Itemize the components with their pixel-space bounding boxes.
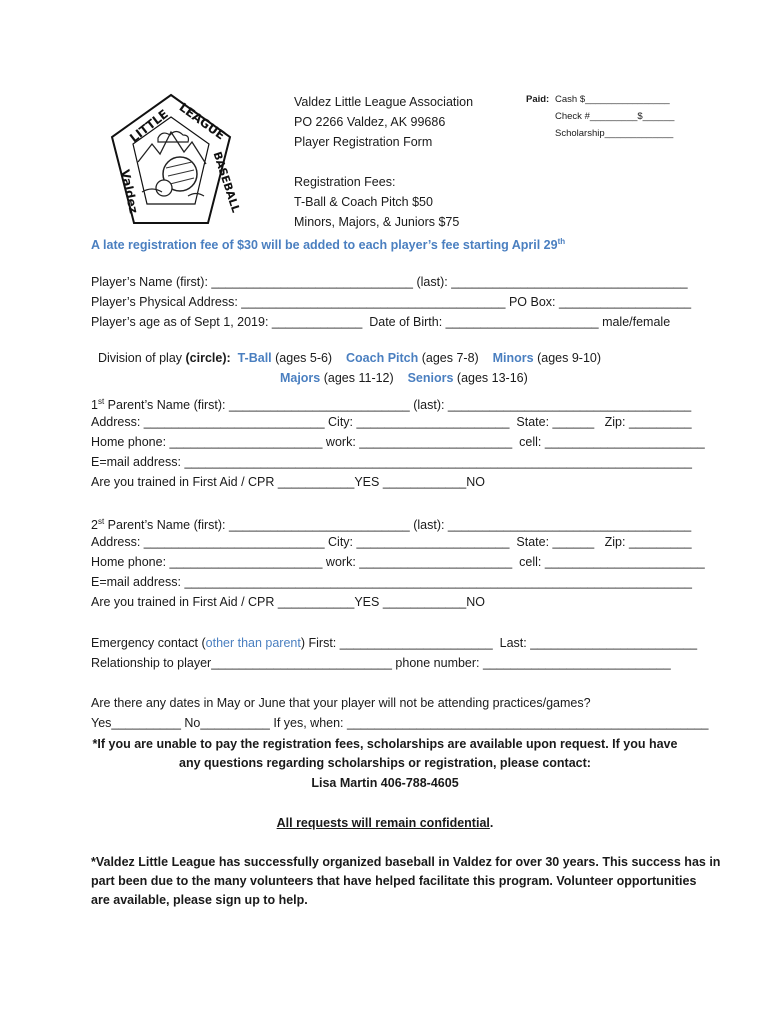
dates-answer-field[interactable]: Yes__________ No__________ If yes, when: ____________________________________________________ — [91, 716, 709, 730]
parent2-ordinal: st — [97, 517, 105, 526]
baseball-icon — [156, 180, 172, 196]
parent1-phone-field[interactable]: Home phone: ______________________ work: ______________________ cell: _______________________ — [91, 435, 705, 449]
cloud-icon — [158, 132, 188, 143]
division-coach-pitch-option[interactable]: Coach Pitch — [346, 351, 419, 365]
org-address: PO 2266 Valdez, AK 99686 — [294, 115, 446, 129]
division-circle-label: (circle): — [185, 351, 231, 365]
logo-word-little: LITTLE — [127, 106, 171, 146]
fee-tball: T-Ball & Coach Pitch $50 — [294, 195, 433, 209]
glove-stitching-icon — [166, 162, 194, 184]
scholarship-note-line1: *If you are unable to pay the registration fees, scholarships are available upon request. If you have — [92, 737, 678, 751]
paid-scholarship-field[interactable]: Scholarship_____________ — [555, 128, 674, 139]
player-age-field[interactable]: Player’s age as of Sept 1, 2019: _____________ Date of Birth: ______________________ male/female — [91, 315, 671, 329]
parent2-phone-field[interactable]: Home phone: ______________________ work: ______________________ cell: _______________________ — [91, 555, 705, 569]
logo-word-valdez: Valdez — [117, 168, 141, 215]
player-name-field[interactable]: Player’s Name (first): _____________________________ (last): __________________________________ — [91, 275, 688, 289]
emergency-prefix: Emergency contact ( — [91, 636, 206, 650]
emergency-highlight: other than parent — [205, 636, 301, 650]
confidential-text: All requests will remain confidential — [276, 816, 490, 830]
paid-check-field[interactable]: Check #_________$______ — [555, 111, 675, 122]
parent2-firstaid-field[interactable]: Are you trained in First Aid / CPR ___________YES ____________NO — [91, 595, 486, 609]
late-fee-notice — [91, 234, 565, 253]
division-minors-option[interactable]: Minors — [492, 351, 534, 365]
confidential-period: . — [489, 816, 494, 830]
parent1-name-field[interactable] — [91, 394, 691, 413]
late-fee-text: A late registration fee of $30 will be added to each player’s fee starting April 29 — [91, 238, 558, 253]
scholarship-note-line2: any questions regarding scholarships or registration, please contact: — [179, 756, 591, 770]
division-minors-ages: (ages 9-10) — [533, 351, 602, 365]
player-address-field[interactable]: Player’s Physical Address: ______________________________________ PO Box: ___________________ — [91, 295, 692, 309]
scholarship-contact: Lisa Martin 406-788-4605 — [311, 776, 459, 790]
parent2-email-field[interactable]: E=mail address: _________________________________________________________________________ — [91, 575, 692, 589]
parent2-name-line: Parent’s Name (first): __________________________ (last): ___________________________________ — [104, 518, 692, 533]
division-majors-option[interactable]: Majors — [279, 371, 321, 385]
parent1-number: 1 — [91, 398, 98, 413]
late-fee-superscript: th — [557, 237, 566, 246]
parent1-email-field[interactable]: E=mail address: _________________________________________________________________________ — [91, 455, 692, 469]
parent1-firstaid-field[interactable]: Are you trained in First Aid / CPR ___________YES ____________NO — [91, 475, 486, 489]
volunteer-note-line3: are available, please sign up to help. — [91, 893, 308, 907]
volunteer-note-line2: part been due to the many volunteers that have helped facilitate this program. Volunteer opportunities — [91, 874, 697, 888]
logo-word-league: LEAGUE — [176, 100, 228, 143]
parent2-name-field[interactable] — [91, 514, 691, 533]
org-name: Valdez Little League Association — [294, 95, 474, 109]
emergency-contact-field[interactable] — [91, 635, 697, 651]
parent1-address-field[interactable]: Address: __________________________ City: ______________________ State: ______ Zip: _________ — [91, 415, 692, 429]
relationship-field[interactable]: Relationship to player__________________________ phone number: ___________________________ — [91, 656, 671, 670]
division-tball-ages: (ages 5-6) — [271, 351, 333, 365]
division-tball-option[interactable]: T-Ball — [237, 351, 272, 365]
volunteer-note-line1: *Valdez Little League has successfully organized baseball in Valdez for over 30 years. This success has in — [91, 855, 721, 869]
dates-question: Are there any dates in May or June that your player will not be attending practices/games? — [91, 696, 591, 710]
logo-word-baseball: BASEBALL — [210, 150, 243, 215]
paid-label: Paid: — [526, 94, 550, 105]
division-majors-ages: (ages 11-12) — [320, 371, 394, 385]
division-label: Division of play — [97, 351, 186, 365]
fee-minors: Minors, Majors, & Juniors $75 — [294, 215, 460, 229]
division-seniors-option[interactable]: Seniors — [407, 371, 454, 385]
division-row-2 — [273, 354, 528, 386]
form-title: Player Registration Form — [294, 135, 433, 149]
parent1-name-line: Parent’s Name (first): __________________________ (last): ___________________________________ — [104, 398, 692, 413]
emergency-suffix: ) First: ______________________ Last: ________________________ — [300, 636, 698, 650]
parent1-ordinal: st — [97, 397, 105, 406]
division-seniors-ages: (ages 13-16) — [453, 371, 528, 385]
little-league-logo — [108, 92, 243, 226]
fees-heading: Registration Fees: — [294, 175, 396, 189]
parent2-address-field[interactable]: Address: __________________________ City: ______________________ State: ______ Zip: _________ — [91, 535, 692, 549]
division-coach-pitch-ages: (ages 7-8) — [418, 351, 479, 365]
paid-cash-field[interactable]: Cash $________________ — [555, 94, 670, 105]
parent2-number: 2 — [91, 518, 98, 533]
confidential-notice — [60, 815, 710, 831]
